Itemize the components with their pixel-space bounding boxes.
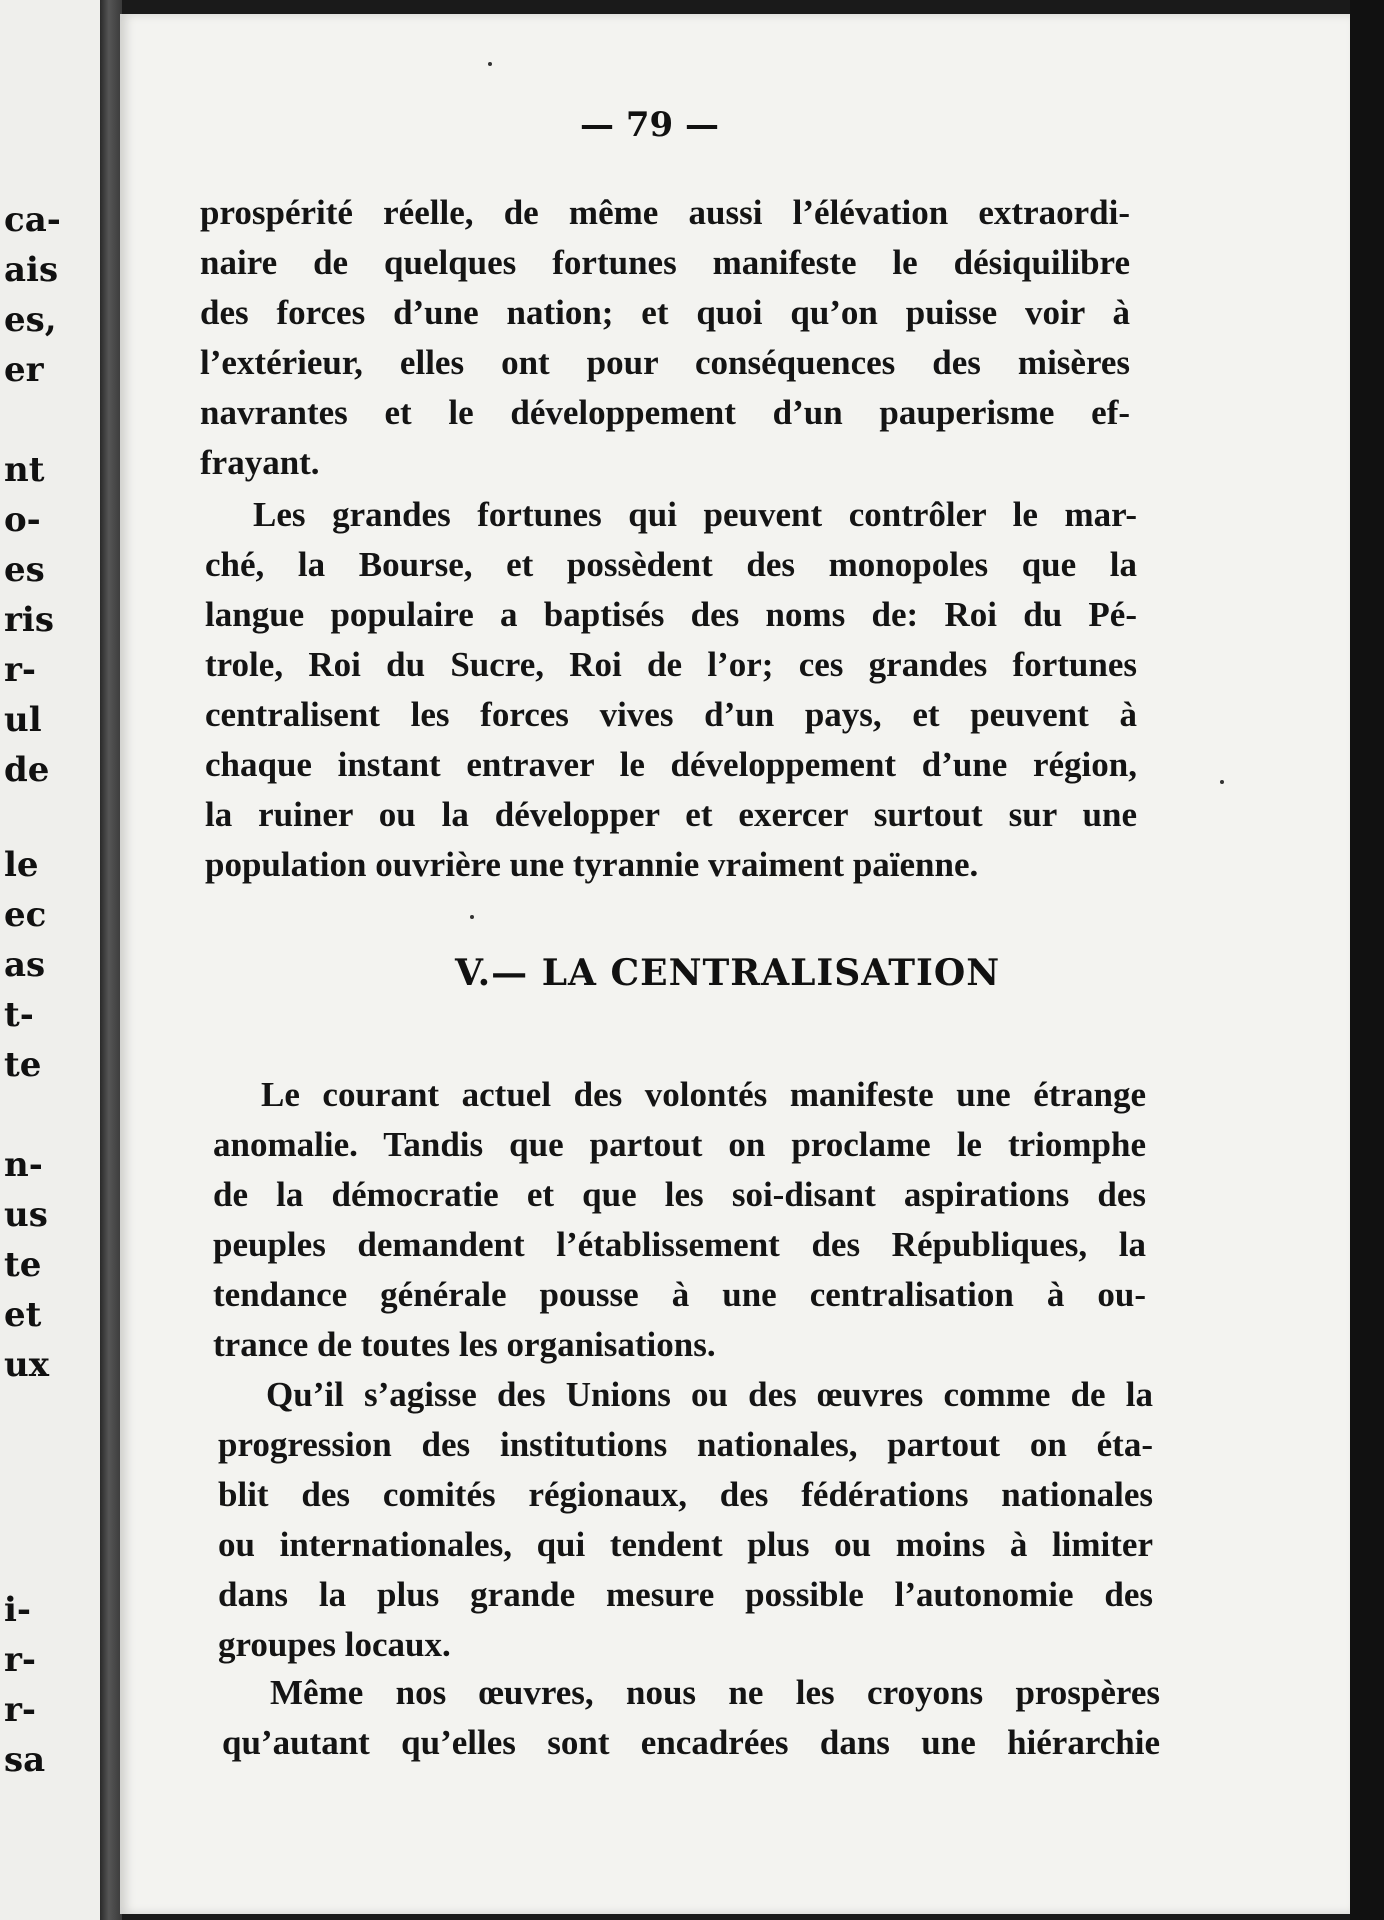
left-fragment: et — [4, 1295, 42, 1335]
text-line: ou internationales, qui tendent plus ou moins à limiter — [218, 1525, 1153, 1564]
text-line: Même nos œuvres, nous ne les croyons prospères — [270, 1673, 1160, 1712]
text-line: langue populaire a baptisés des noms de: Roi du Pé- — [205, 595, 1137, 634]
left-fragment: es — [4, 550, 45, 590]
dust-speck — [470, 915, 474, 919]
left-fragment: o- — [4, 500, 41, 540]
text-line: frayant. — [200, 443, 320, 482]
page-edge-shadow — [1350, 0, 1384, 1920]
text-line: progression des institutions nationales, partout on éta- — [218, 1425, 1153, 1464]
left-fragment: ca- — [4, 200, 61, 240]
left-fragment: ux — [4, 1345, 49, 1385]
text-line: naire de quelques fortunes manifeste le désiquilibre — [200, 243, 1130, 282]
paragraph-unions — [218, 1370, 1153, 1670]
left-fragment: as — [4, 945, 46, 985]
left-fragment: r- — [4, 650, 37, 690]
dust-speck — [488, 62, 492, 66]
text-line: l’extérieur, elles ont pour conséquences des misères — [200, 343, 1130, 382]
left-fragment: r- — [4, 1690, 37, 1730]
section-heading: V.— LA CENTRALISATION — [455, 952, 1001, 994]
left-fragment: er — [4, 350, 44, 390]
text-line: dans la plus grande mesure possible l’autonomie des — [218, 1575, 1153, 1614]
paragraph-centralisation — [213, 1070, 1146, 1370]
left-fragment: le — [4, 845, 39, 885]
text-line: tendance générale pousse à une centralisation à ou- — [213, 1275, 1146, 1314]
left-page-remnant — [0, 0, 102, 1920]
text-line: Les grandes fortunes qui peuvent contrôler le mar- — [253, 495, 1137, 534]
left-fragment: ec — [4, 895, 47, 935]
text-line: des forces d’une nation; et quoi qu’on puisse voir à — [200, 293, 1130, 332]
text-line: de la démocratie et que les soi-disant aspirations des — [213, 1175, 1146, 1214]
text-line: ché, la Bourse, et possèdent des monopoles que la — [205, 545, 1137, 584]
text-line: trole, Roi du Sucre, Roi de l’or; ces grandes fortunes — [205, 645, 1137, 684]
page-number: — 79 — — [580, 105, 719, 145]
left-fragment: nt — [4, 450, 45, 490]
text-line: Le courant actuel des volontés manifeste une étrange — [261, 1075, 1146, 1114]
paragraph-oeuvres — [222, 1668, 1160, 1768]
left-fragment: n- — [4, 1145, 43, 1185]
left-fragment: ais — [4, 250, 59, 290]
paragraph-continuation — [200, 188, 1130, 488]
paragraph-fortunes — [205, 490, 1137, 890]
text-line: prospérité réelle, de même aussi l’élévation extraordi- — [200, 193, 1130, 232]
left-fragment: sa — [4, 1740, 46, 1780]
left-fragment: ris — [4, 600, 54, 640]
left-fragment: te — [4, 1245, 42, 1285]
left-fragment: ul — [4, 700, 42, 740]
left-fragment: us — [4, 1195, 48, 1235]
book-spine — [100, 0, 122, 1920]
text-line: population ouvrière une tyrannie vraiment païenne. — [205, 845, 979, 884]
left-fragment: de — [4, 750, 50, 790]
text-line: groupes locaux. — [218, 1625, 451, 1664]
left-fragment: te — [4, 1045, 42, 1085]
left-fragment: t- — [4, 995, 34, 1035]
text-line: blit des comités régionaux, des fédérations nationales — [218, 1475, 1153, 1514]
text-line: Qu’il s’agisse des Unions ou des œuvres comme de la — [266, 1375, 1153, 1414]
left-fragment: i- — [4, 1590, 32, 1630]
left-fragment: es, — [4, 300, 57, 340]
text-line: peuples demandent l’établissement des Républiques, la — [213, 1225, 1146, 1264]
text-line: anomalie. Tandis que partout on proclame le triomphe — [213, 1125, 1146, 1164]
text-line: centralisent les forces vives d’un pays, et peuvent à — [205, 695, 1137, 734]
text-line: chaque instant entraver le développement d’une région, — [205, 745, 1137, 784]
dust-speck — [1220, 780, 1224, 784]
text-line: trance de toutes les organisations. — [213, 1325, 716, 1364]
left-fragment: r- — [4, 1640, 37, 1680]
text-line: la ruiner ou la développer et exercer surtout sur une — [205, 795, 1137, 834]
text-line: navrantes et le développement d’un pauperisme ef- — [200, 393, 1130, 432]
text-line: qu’autant qu’elles sont encadrées dans une hiérarchie — [222, 1723, 1160, 1762]
